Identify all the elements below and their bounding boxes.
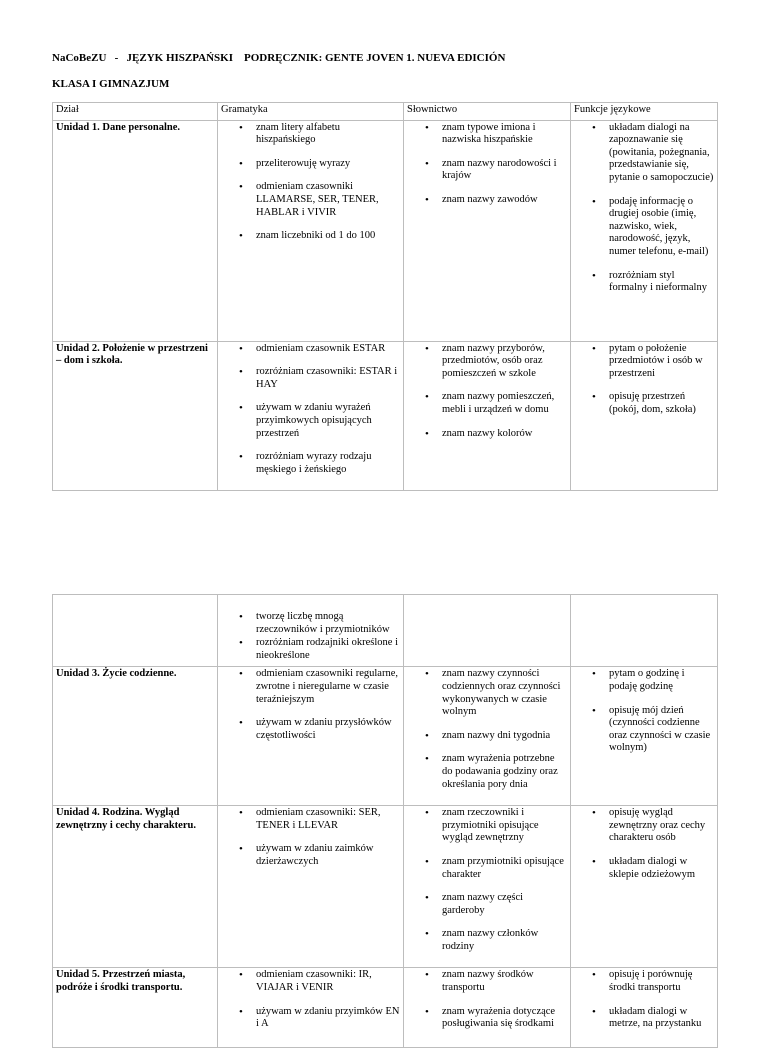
list-item: • opisuję przestrzeń (pokój, dom, szkoła) xyxy=(609,391,714,416)
list-item: • opisuję i porównuję środki transportu xyxy=(609,969,714,994)
list-item: • znam nazwy środków transportu xyxy=(442,969,567,994)
list-item: • znam wyrażenia dotyczące posługiwania się środkami xyxy=(442,1006,567,1031)
list-item: • znam nazwy czynności codziennych oraz czynności wykonywanych w czasie wolnym xyxy=(442,668,567,718)
document-title: NaCoBeZU - JĘZYK HISZPAŃSKI PODRĘCZNIK: GENTE JOVEN 1. NUEVA EDICIÓN xyxy=(52,52,506,64)
list-item: • znam litery alfabetu hiszpańskiego xyxy=(256,122,400,147)
table-row-unit-1 xyxy=(53,120,718,341)
unit-title: Unidad 4. Rodzina. Wygląd zewnętrzny i cechy charakteru. xyxy=(53,806,218,968)
list-item: • używam w zdaniu zaimków dzierżawczych xyxy=(256,843,400,868)
table-row-unit-2-continued xyxy=(53,595,718,667)
list-item: • opisuję mój dzień (czynności codzienne oraz czynności w czasie wolnym) xyxy=(609,705,714,755)
list-item: • rozróżniam rodzajniki określone i nieokreślone xyxy=(256,637,400,662)
list-item: • znam nazwy pomieszczeń, mebli i urządzeń w domu xyxy=(442,391,567,416)
list-item: • odmieniam czasowniki LLAMARSE, SER, TENER, HABLAR i VIVIR xyxy=(256,181,400,219)
list-item: • znam nazwy członków rodziny xyxy=(442,928,567,953)
table-row-unit-3 xyxy=(53,667,718,806)
column-header-gramatyka: Gramatyka xyxy=(218,103,404,121)
table-row-unit-4 xyxy=(53,806,718,968)
list-item: • rozróżniam wyrazy rodzaju męskiego i żeńskiego xyxy=(256,451,400,476)
list-item: • znam nazwy zawodów xyxy=(442,194,567,207)
unit-title: Unidad 5. Przestrzeń miasta, podróże i środki transportu. xyxy=(53,968,218,1048)
list-item: • układam dialogi w metrze, na przystanku xyxy=(609,1006,714,1031)
curriculum-table-1 xyxy=(52,102,718,491)
table-row-unit-2 xyxy=(53,341,718,491)
list-item: • znam nazwy części garderoby xyxy=(442,892,567,917)
list-item: • znam nazwy narodowości i krajów xyxy=(442,158,567,183)
list-item: • rozróżniam styl formalny i nieformalny xyxy=(609,270,714,295)
list-item: • pytam o godzinę i podaję godzinę xyxy=(609,668,714,693)
unit-title: Unidad 2. Położenie w przestrzeni – dom i szkoła. xyxy=(53,341,218,491)
list-item: • używam w zdaniu przysłówków częstotliwości xyxy=(256,717,400,742)
list-item: • układam dialogi na zapoznawanie się (powitania, pożegnania, przedstawianie się, pytanie o samopoczucie) xyxy=(609,122,714,185)
document-subtitle: KLASA I GIMNAZJUM xyxy=(52,78,170,90)
table-header-row xyxy=(53,103,718,121)
list-item: • znam liczebniki od 1 do 100 xyxy=(256,230,400,243)
list-item: • znam nazwy dni tygodnia xyxy=(442,730,567,743)
unit-title: Unidad 1. Dane personalne. xyxy=(53,120,218,341)
list-item: • układam dialogi w sklepie odzieżowym xyxy=(609,856,714,881)
list-item: • znam wyrażenia potrzebne do podawania godziny oraz określania pory dnia xyxy=(442,753,567,791)
table-row-unit-5 xyxy=(53,968,718,1048)
list-item: • opisuję wygląd zewnętrzny oraz cechy charakteru osób xyxy=(609,807,714,845)
list-item: • odmieniam czasowniki regularne, zwrotne i nieregularne w czasie teraźniejszym xyxy=(256,668,400,706)
list-item: • podaję informację o drugiej osobie (imię, nazwisko, wiek, narodowość, język, numer telefonu, e-mail) xyxy=(609,196,714,259)
list-item: • znam przymiotniki opisujące charakter xyxy=(442,856,567,881)
list-item: • rozróżniam czasowniki: ESTAR i HAY xyxy=(256,366,400,391)
list-item: • używam w zdaniu przyimków EN i A xyxy=(256,1006,400,1031)
column-header-funkcje: Funkcje językowe xyxy=(571,103,718,121)
list-item: • znam nazwy przyborów, przedmiotów, osób oraz pomieszczeń w szkole xyxy=(442,343,567,381)
list-item: • tworzę liczbę mnogą rzeczowników i przymiotników xyxy=(256,611,400,636)
list-item: • znam typowe imiona i nazwiska hiszpańskie xyxy=(442,122,567,147)
curriculum-table-2 xyxy=(52,594,718,1048)
list-item: • odmieniam czasownik ESTAR xyxy=(256,343,400,356)
column-header-dzial: Dział xyxy=(53,103,218,121)
column-header-slownictwo: Słownictwo xyxy=(404,103,571,121)
list-item: • używam w zdaniu wyrażeń przyimkowych opisujących przestrzeń xyxy=(256,402,400,440)
list-item: • odmieniam czasowniki: IR, VIAJAR i VENIR xyxy=(256,969,400,994)
list-item: • znam rzeczowniki i przymiotniki opisujące wygląd zewnętrzny xyxy=(442,807,567,845)
list-item: • odmieniam czasowniki: SER, TENER i LLEVAR xyxy=(256,807,400,832)
list-item: • przeliterowuję wyrazy xyxy=(256,158,400,171)
unit-title: Unidad 3. Życie codzienne. xyxy=(53,667,218,806)
list-item: • pytam o położenie przedmiotów i osób w przestrzeni xyxy=(609,343,714,381)
list-item: • znam nazwy kolorów xyxy=(442,428,567,441)
